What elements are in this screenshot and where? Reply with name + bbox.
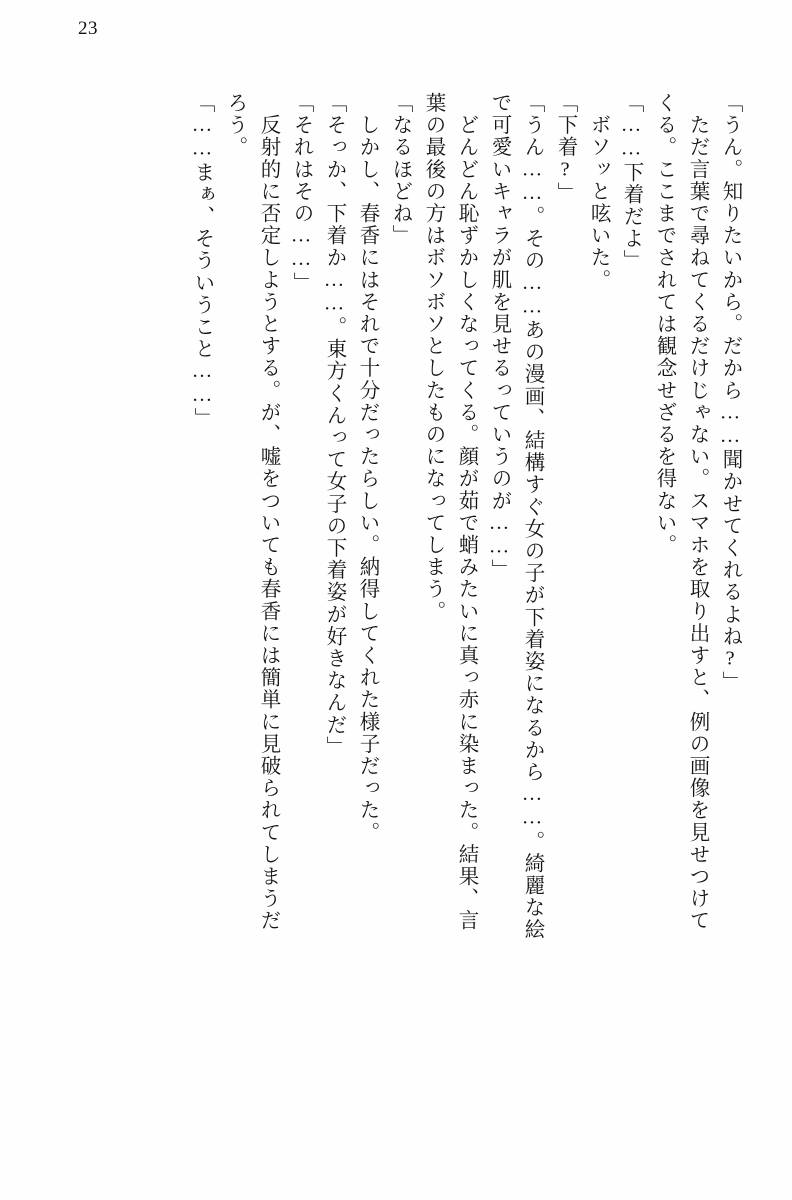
vertical-text-body <box>60 92 740 1140</box>
text-line: 「そっか、下着か……。東方くんって女子の下着姿が好きなんだ」 <box>323 92 345 758</box>
text-line: しかし、春香にはそれで十分だったらしい。納得してくれた様子だった。 <box>356 92 378 844</box>
text-line: ただ言葉で尋ねてくるだけじゃない。スマホを取り出すと、例の画像を見せつけて <box>686 92 708 932</box>
text-line: 「……まぁ、そういうこと……」 <box>191 92 213 430</box>
text-line: 反射的に否定しようとする。が、嘘をついても春香には簡単に見破られてしまうだ <box>257 92 279 932</box>
text-line: くる。ここまでされては観念せざるを得ない。 <box>653 92 675 557</box>
text-line: 「うん。知りたいから。だから……聞かせてくれるよね?」 <box>719 92 741 694</box>
text-line: 「うん……。その……あの漫画、結構すぐ女の子が下着姿になるから……。綺麗な絵 <box>521 92 543 941</box>
page-number: 23 <box>78 18 98 39</box>
text-line: 葉の最後の方はボソボソとしたものになってしまう。 <box>422 92 444 623</box>
text-line: 「下着?」 <box>554 92 576 204</box>
text-line: どんどん恥ずかしくなってくる。顔が茹で蛸みたいに真っ赤に染まった。結果、言 <box>455 92 477 932</box>
text-line: ろう。 <box>224 92 246 159</box>
text-line: 「なるほどね」 <box>389 92 411 247</box>
text-line: で可愛いキャラが肌を見せるっていうのが……」 <box>488 92 510 582</box>
text-line: 「それはその……」 <box>290 92 312 294</box>
text-line: 「……下着だよ」 <box>620 92 642 272</box>
text-line: ボソッと呟いた。 <box>587 92 609 291</box>
